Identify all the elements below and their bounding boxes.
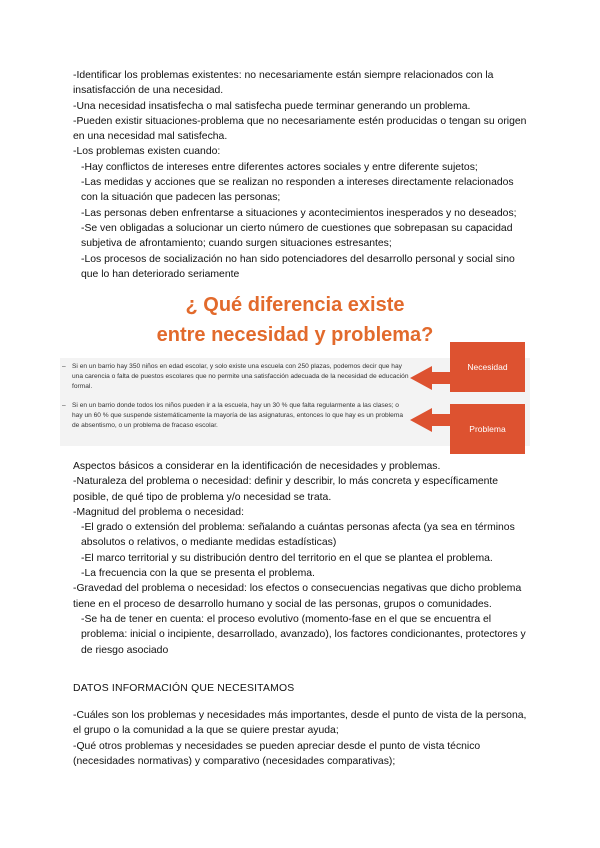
paragraph: -Los procesos de socialización no han sido potenciadores del desarrollo personal y social sino que lo han deteriorado seriamente (81, 253, 515, 280)
paragraph: -Pueden existir situaciones-problema que no necesariamente estén producidas o tengan su origen en una necesidad mal satisfecha. (73, 115, 527, 143)
paragraph: -Se ven obligadas a solucionar un cierto número de cuestiones que sobrepasan su capacidad subjetiva de afrontamiento; cuando surgen situaciones estresantes; (81, 222, 513, 250)
bullet-text: Si en un barrio hay 350 niños en edad escolar, y solo existe una escuela con 250 plazas, podemos decir que hay una carencia o falta de puestos escolares que no permite una satisfacción adecuada de la necesidad de educación formal. (72, 363, 409, 390)
paragraph: -Identificar los problemas existentes: no necesariamente están siempre relacionados con la insatisfacción de una necesidad. (73, 70, 494, 97)
bullet-dash: – (62, 402, 66, 409)
figure-title-line-2: entre necesidad y problema? (156, 324, 434, 346)
arrow-left-icon (410, 408, 450, 432)
aspects-text-block (73, 459, 533, 658)
paragraph: -Una necesidad insatisfecha o mal satisfecha puede terminar generando un problema. (73, 100, 471, 112)
bullet-text: Si en un barrio donde todos los niños pueden ir a la escuela, hay un 30 % que falta regularmente a las clases; o hay un 60 % que suspende sistemáticamente la mayoría de las asignaturas, entonces lo que hay es un problema de absentismo, o un problema de fracaso escolar. (72, 402, 403, 429)
datos-text-block (73, 708, 533, 769)
paragraph: -Los problemas existen cuando: (73, 146, 221, 158)
paragraph: -Gravedad del problema o necesidad: los efectos o consecuencias negativas que dicho problema tiene en el proceso de desarrollo humano y social de las personas, grupos o comunidades. (73, 583, 522, 610)
paragraph: -El grado o extensión del problema: señalando a cuántas personas afecta (ya sea en términos absolutos o relativos, o mediante medidas estadísticas) (81, 522, 515, 549)
paragraph: Aspectos básicos a considerar en la identificación de necesidades y problemas. (73, 461, 441, 472)
paragraph: -Qué otros problemas y necesidades se pueden apreciar desde el punto de vista técnico (necesidades normativas) y comparativo (necesidades comparativas); (73, 740, 481, 767)
paragraph: -Las personas deben enfrentarse a situaciones y acontecimientos inesperados y no deseados; (81, 207, 517, 219)
paragraph: -El marco territorial y su distribución dentro del territorio en el que se plantea el problema. (81, 552, 493, 564)
section-heading: DATOS INFORMACIÓN QUE NECESITAMOS (73, 683, 295, 694)
paragraph: -Cuáles son los problemas y necesidades más importantes, desde el punto de vista de la persona, el grupo o la comunidad a la que se quiere prestar ayuda; (73, 710, 527, 737)
bullet-dash: – (62, 363, 66, 370)
tag-necesidad: Necesidad (450, 342, 525, 392)
figure-title-line-1: ¿ Qué diferencia existe (185, 294, 405, 316)
tag-problema: Problema (450, 404, 525, 454)
paragraph: -La frecuencia con la que se presenta el problema. (81, 568, 315, 580)
paragraph: -Se ha de tener en cuenta: el proceso evolutivo (momento-fase en el que se encuentra el problema: inicial o incipiente, desarrollado, avanzado), los factores condicionantes, protectores y de riesgo asociado (81, 613, 526, 656)
intro-text-block (73, 68, 533, 282)
paragraph: -Naturaleza del problema o necesidad: definir y describir, lo más concreta y específicamente posible, de qué tipo de problema y/o necesidad se trata. (73, 476, 499, 503)
comparison-figure (60, 290, 530, 455)
arrow-left-icon (410, 366, 450, 390)
paragraph: -Magnitud del problema o necesidad: (73, 506, 244, 518)
paragraph: -Las medidas y acciones que se realizan no responden a intereses directamente relacionados con la situación que padecen las personas; (81, 177, 514, 204)
paragraph: -Hay conflictos de intereses entre diferentes actores sociales y entre diferente sujetos; (81, 161, 478, 173)
